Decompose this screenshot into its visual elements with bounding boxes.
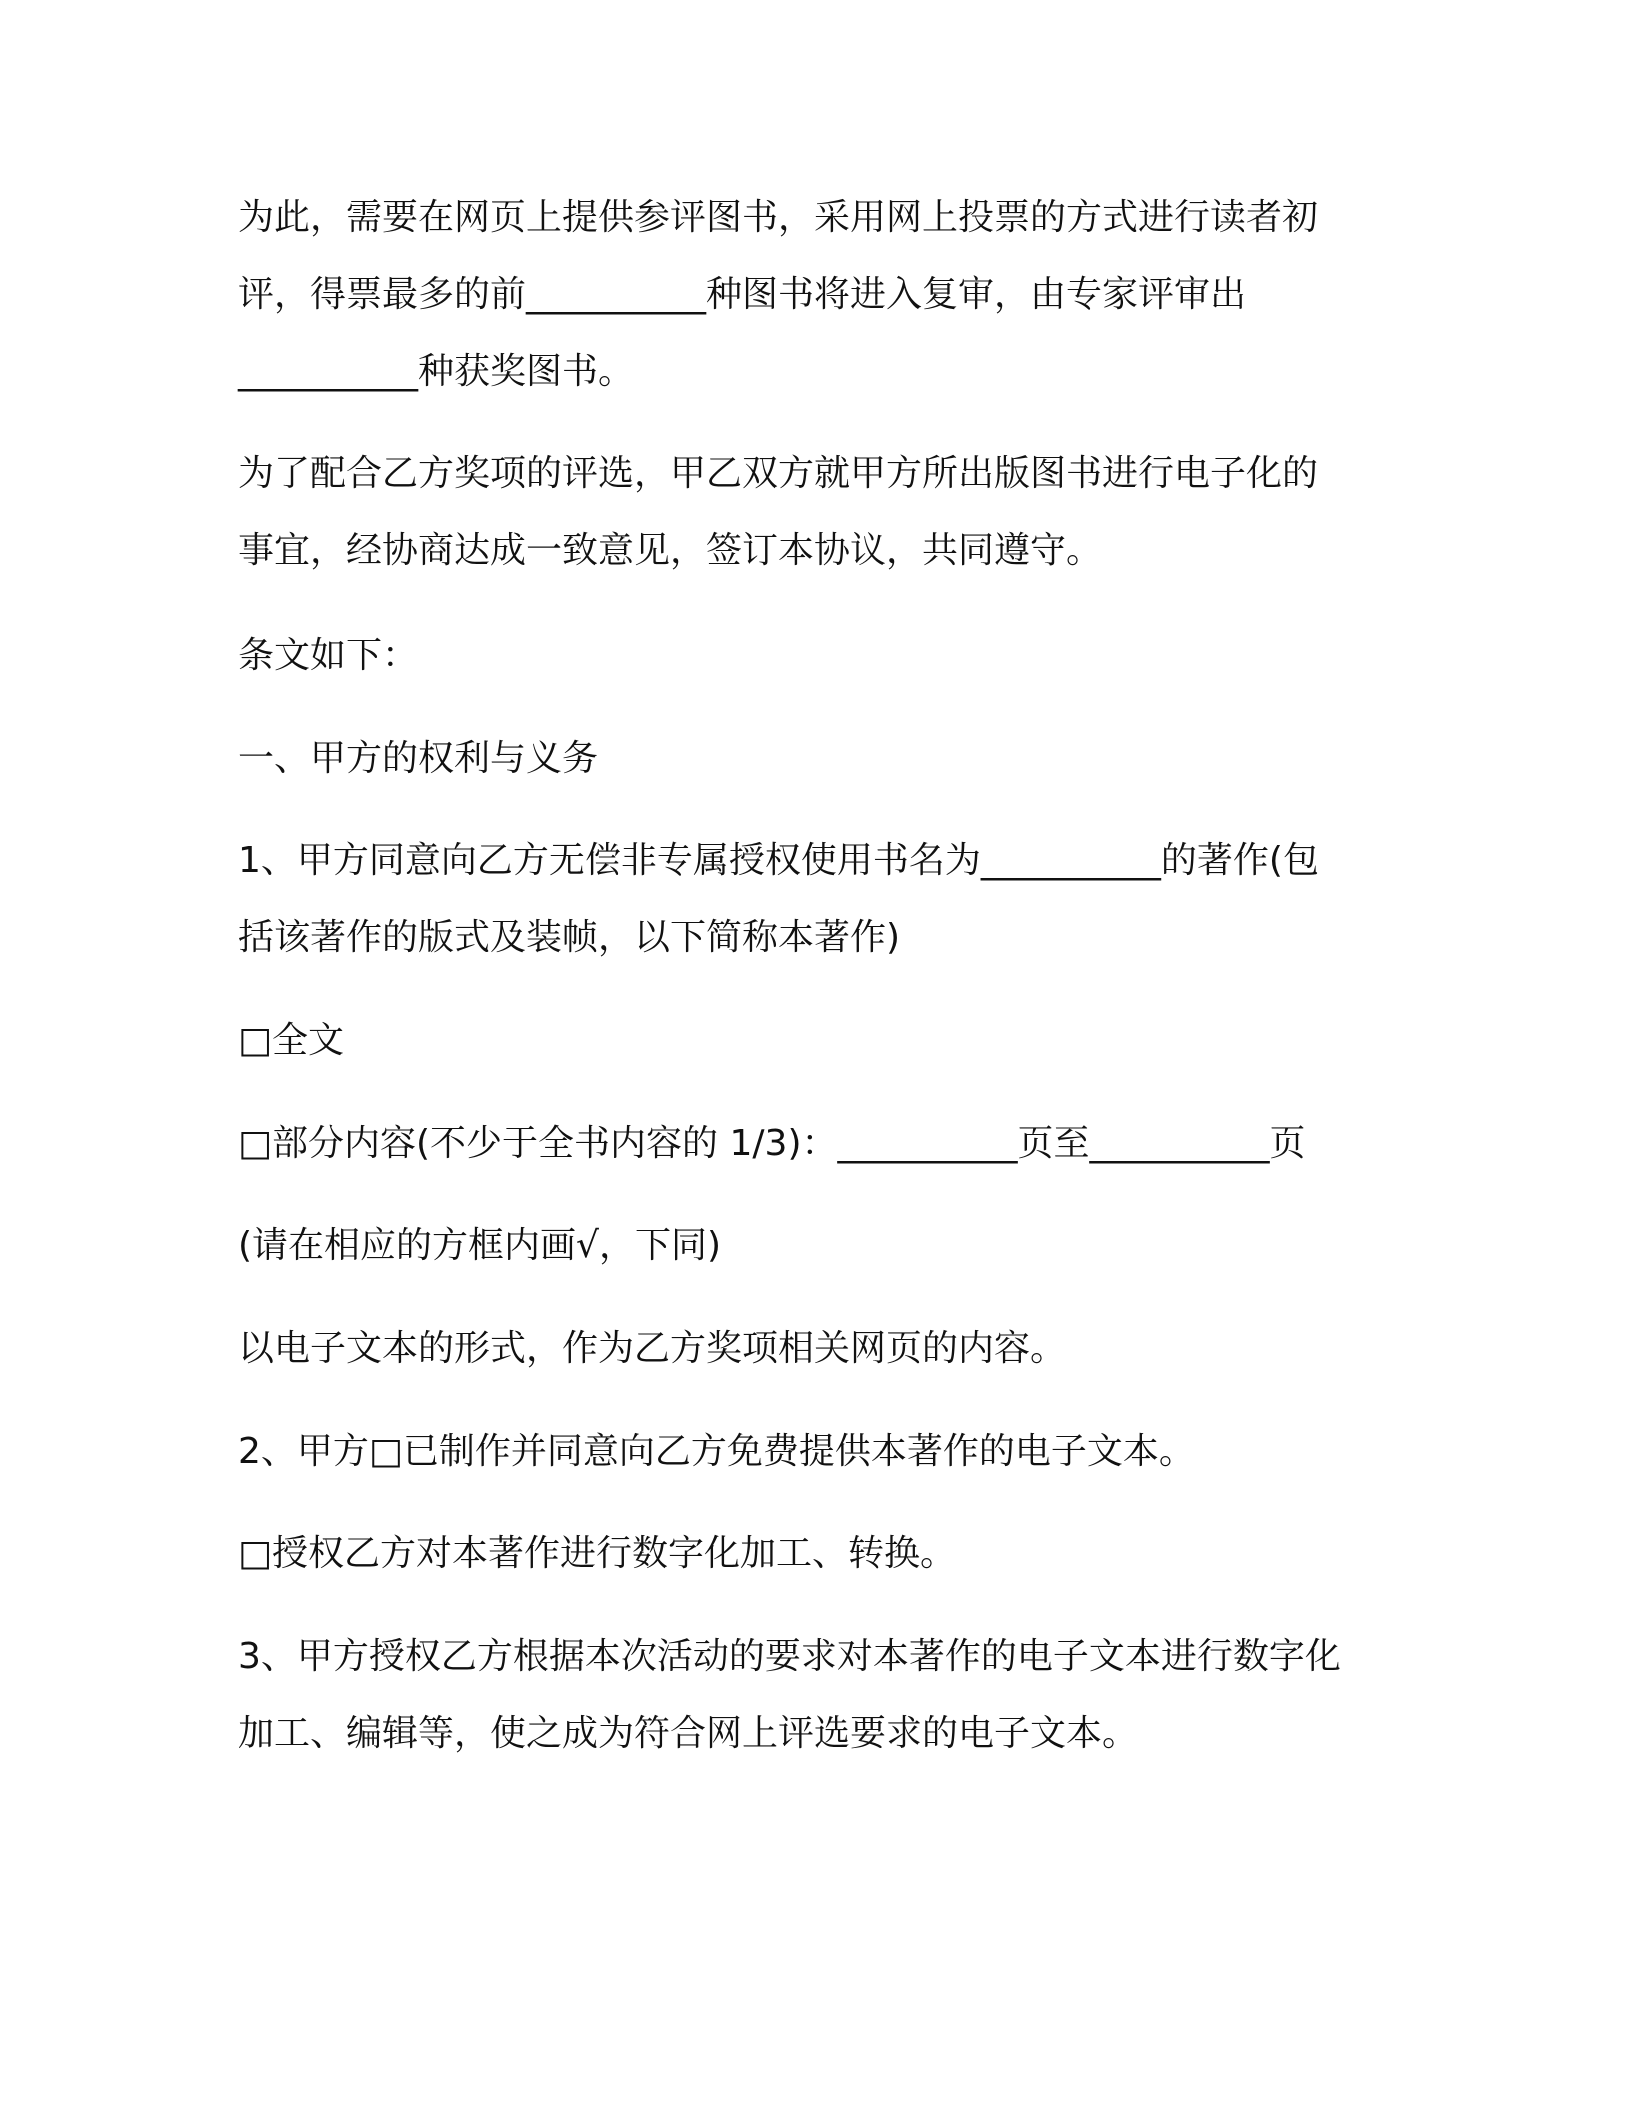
clause-1-line-1: 1、甲方同意向乙方无偿非专属授权使用书名为__________的著作(包 — [238, 840, 1319, 881]
clause-2: 2、甲方□已制作并同意向乙方免费提供本著作的电子文本。 — [238, 1431, 1195, 1472]
option-authorize-digitization: □授权乙方对本著作进行数字化加工、转换。 — [238, 1533, 957, 1574]
paragraph-2-line-1: 为了配合乙方奖项的评选，甲乙双方就甲方所出版图书进行电子化的 — [238, 453, 1319, 494]
clause-3-line-1: 3、甲方授权乙方根据本次活动的要求对本著作的电子文本进行数字化 — [238, 1636, 1341, 1677]
option-partial-content: □部分内容(不少于全书内容的 1/3)：__________页至__________页 — [238, 1123, 1306, 1164]
electronic-text-usage: 以电子文本的形式，作为乙方奖项相关网页的内容。 — [238, 1328, 1067, 1369]
paragraph-1-line-2: 评，得票最多的前__________种图书将进入复审，由专家评审出 — [238, 274, 1247, 315]
clause-1-line-2: 括该著作的版式及装帧，以下简称本著作) — [238, 917, 901, 958]
clause-3-line-2: 加工、编辑等，使之成为符合网上评选要求的电子文本。 — [238, 1713, 1139, 1754]
paragraph-2-line-2: 事宜，经协商达成一致意见，签订本协议，共同遵守。 — [238, 530, 1103, 571]
clauses-intro: 条文如下： — [238, 635, 419, 676]
section-heading-party-a: 一、甲方的权利与义务 — [238, 738, 599, 779]
checkbox-instruction: (请在相应的方框内画√，下同) — [238, 1225, 722, 1266]
paragraph-1-line-1: 为此，需要在网页上提供参评图书，采用网上投票的方式进行读者初 — [238, 197, 1319, 238]
option-full-text: □全文 — [238, 1020, 345, 1061]
paragraph-1-line-3: __________种获奖图书。 — [238, 351, 635, 392]
